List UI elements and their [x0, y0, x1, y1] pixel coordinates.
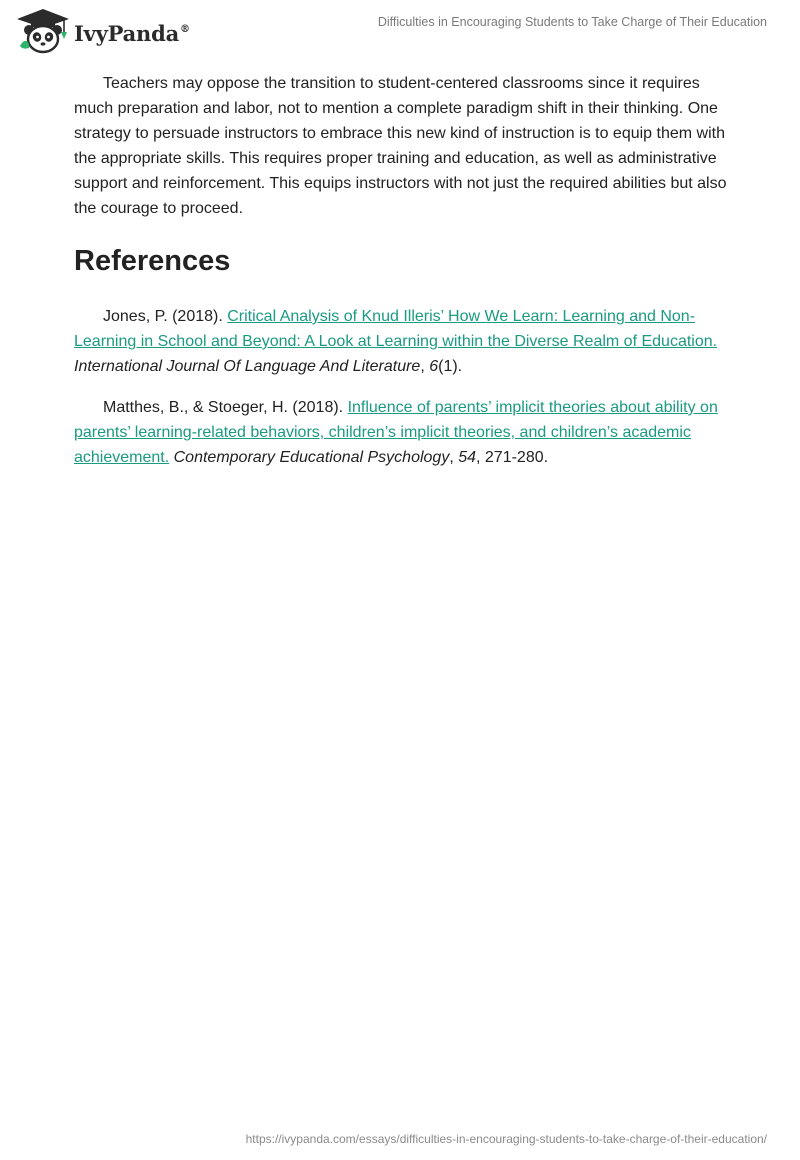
- references-heading: References: [74, 245, 231, 277]
- reference-item: [74, 395, 730, 470]
- registered-mark: ®: [180, 23, 190, 35]
- reference-item: [74, 304, 730, 379]
- reference-journal: International Journal Of Language And Literature: [74, 358, 421, 375]
- reference-authors: Matthes, B., & Stoeger, H. (2018).: [103, 399, 348, 416]
- footer-url[interactable]: https://ivypanda.com/essays/difficulties-in-encouraging-students-to-take-charge-of-their-education/: [245, 1132, 767, 1146]
- reference-journal: Contemporary Educational Psychology: [173, 449, 450, 466]
- logo-name: IvyPanda: [74, 20, 180, 46]
- body-paragraph: Teachers may oppose the transition to student-centered classrooms since it requires much preparation and labor, not to mention a complete paradigm shift in their thinking. One strategy to persuade instructors to embrace this new kind of instruction is to equip them with the appropriate skills. This requires proper training and education, as well as administrative support and reinforcement. This equips instructors with not just the required abilities but also the courage to proceed.: [74, 75, 727, 217]
- reference-volume: 6: [429, 358, 439, 375]
- document-title: Difficulties in Encouraging Students to Take Charge of Their Education: [377, 15, 767, 29]
- reference-issue: (1).: [438, 358, 463, 375]
- reference-volume: 54: [458, 449, 477, 466]
- reference-link[interactable]: Critical Analysis of Knud Illeris’ How We Learn: Learning and Non-Learning in School and Beyond: A Look at Learning within the Diverse Realm of Education.: [74, 308, 718, 350]
- essay-content: [74, 71, 730, 486]
- reference-pages: , 271-280.: [476, 449, 549, 466]
- page-header: [0, 0, 800, 60]
- references-list: [74, 304, 730, 470]
- reference-link[interactable]: Influence of parents’ implicit theories about ability on parents’ learning-related behaviors, children’s implicit theories, and children’s academic achievement.: [74, 399, 718, 466]
- reference-separator: ,: [449, 449, 459, 466]
- ivypanda-logo[interactable]: [14, 8, 190, 54]
- panda-graduate-icon: [14, 8, 72, 54]
- reference-separator: ,: [420, 358, 430, 375]
- reference-authors: Jones, P. (2018).: [103, 308, 228, 325]
- logo-wordmark: [74, 21, 190, 46]
